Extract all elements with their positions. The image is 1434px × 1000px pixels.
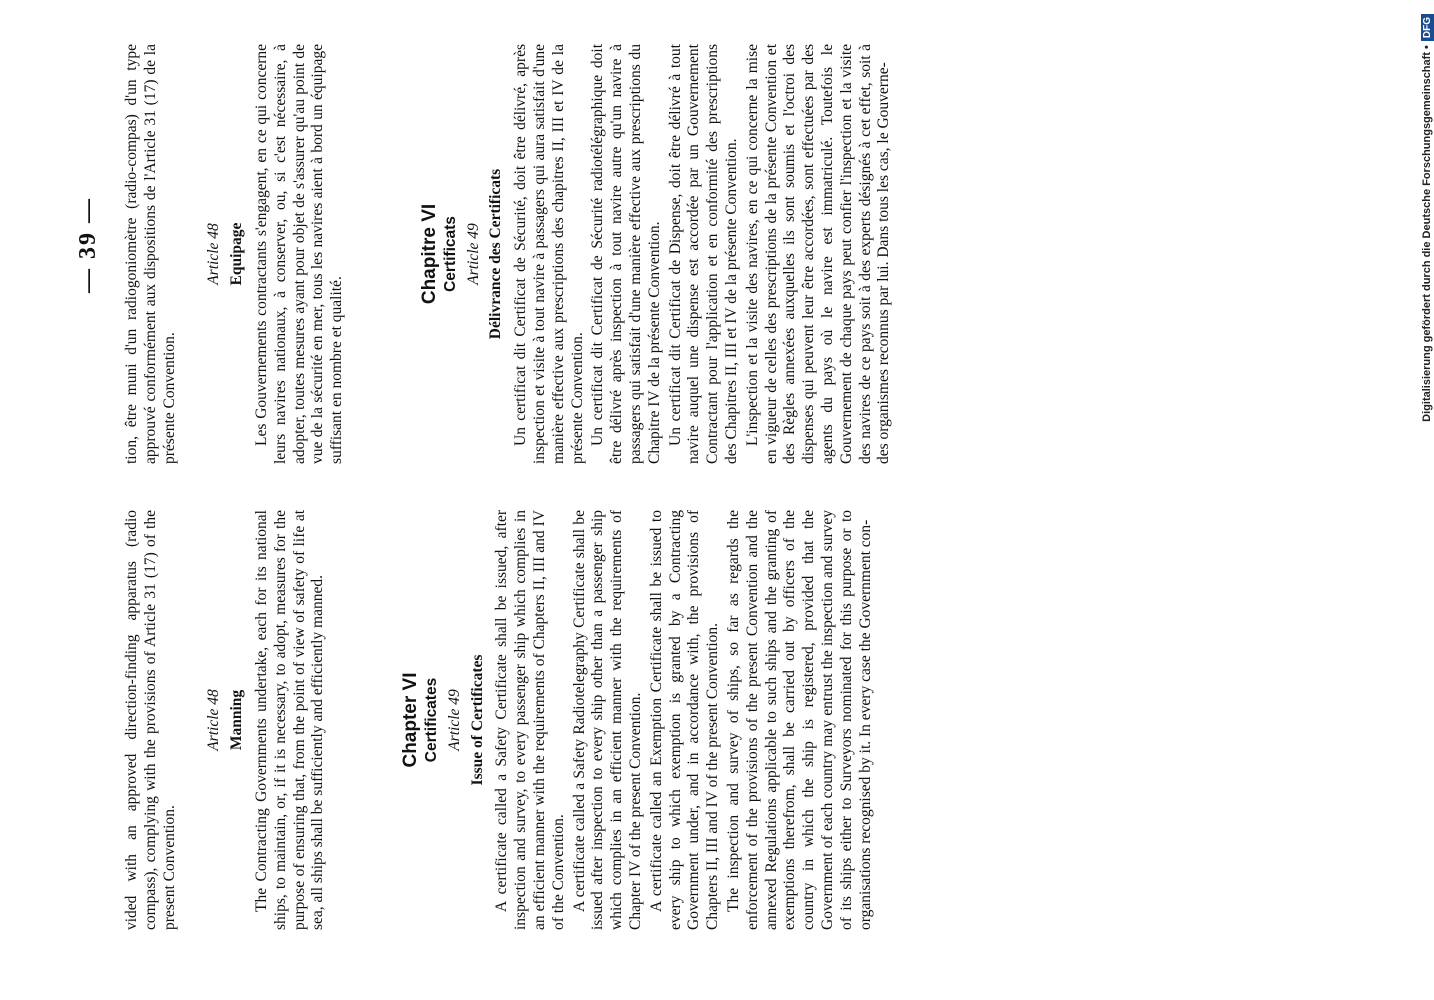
dfg-logo-badge: DFG [1421, 14, 1434, 41]
digitization-credit [1420, 14, 1434, 994]
french-paragraph-5: Un certificat dit Certificat de Dispense, doit être délivré à tout navire auquel une dispense est accordée par un Gouvernement Contractant pour l'application et en conformité des prescriptions des Chapitres II, III et IV de la présente Convention. [666, 44, 740, 464]
french-chapter-title: Certificats [441, 216, 459, 292]
document-page [55, 0, 915, 930]
french-article-49-title: Délivrance des Certificats [487, 168, 505, 340]
french-paragraph-1: tion, être muni d'un radiogoniomètre (radio-compas) d'un type approuvé conformément aux dispositions de l'Article 31 (17) de la présente Convention. [123, 44, 178, 464]
french-chapter-heading: Chapitre VI [418, 203, 440, 305]
credit-text: Digitalisierung gefördert durch die Deutsche Forschungsgemeinschaft • [1421, 45, 1433, 422]
french-article-48-title: Equipage [228, 222, 246, 286]
french-paragraph-6: L'inspection et la visite des navires, en ce qui concerne la mise en vigueur de celles des prescriptions de la présente Convention et des Règles annexées auxquelles ils sont soumis et l'octroi des dispenses qui peuvent leur être accordées, sont effectuées par des agents du pays où le navire est immatriculé. Toutefois le Gouvernement de chaque pays peut confier l'inspection et la visite des navires de ce pays soit à des experts désignés à cet effet, soit à des organismes reconnus par lui. Dans tous les cas, le Gouverne- [743, 44, 893, 464]
english-column [123, 510, 877, 930]
english-article-48-heading: Article 48 [205, 689, 223, 751]
english-chapter-title: Certificates [422, 677, 440, 763]
page-number: — 39 — [75, 197, 101, 293]
french-paragraph-3: Un certificat dit Certificat de Sécurité, doit être délivré, après inspection et visite à tout navire à passagers qui aura satisfait d'une manière effective aux prescriptions des chapitres II, III et IV de la présente Convention. [512, 44, 586, 464]
english-article-48-title: Manning [228, 689, 246, 751]
english-paragraph-4: A certificate called a Safety Radiotelegraphy Certificate shall be issued after inspection to every ship other than a passenger ship which complies in an efficient manner with the requirements of Chapter IV of the present Convention. [570, 510, 644, 930]
french-paragraph-4: Un certificat dit Certificat de Sécurité radiotélégraphique doit être délivré après inspection à tout navire autre qu'un navire à passagers qui satisfait d'une manière effective aux prescriptions du Chapitre IV de la présente Convention. [589, 44, 663, 464]
english-article-49-title: Issue of Certificates [468, 654, 486, 786]
english-paragraph-5: A certificate called an Exemption Certificate shall be issued to every ship to which exemption is granted by a Contracting Government under, and in accordance with, the provisions of Chapters II, III and IV of the present Convention. [647, 510, 722, 930]
english-paragraph-1: vided with an approved direction-finding apparatus (radio compass), complying with the provisions of Article 31 (17) of the present Convention. [123, 510, 178, 930]
english-article-49-heading: Article 49 [445, 689, 463, 751]
french-article-49-heading: Article 49 [464, 223, 482, 285]
french-article-48-heading: Article 48 [205, 223, 223, 285]
english-paragraph-6: The inspection and survey of ships, so far as regards the enforcement of the provisions of the present Convention and the annexed Regulations applicable to such ships and the granting of exemptions therefrom, shall be carried out by officers of the country in which the ship is registered, provided that the Government of each country may entrust the inspection and survey of its ships either to Surveyors nominated for this purpose or to organisations recognised by it. In every case the Government con- [724, 510, 874, 930]
french-column [123, 44, 896, 464]
french-paragraph-2: Les Gouvernements contractants s'engagent, en ce qui concerne leurs navires nationaux, à conserver, ou, si c'est nécessaire, à adopter, toutes mesures ayant pour objet de s'assurer qu'au point de vue de la sécurité en mer, tous les navires aient à bord un équipage suffisant en nombre et qualité. [252, 44, 346, 464]
english-chapter-heading: Chapter VI [400, 672, 422, 768]
english-paragraph-2: The Contracting Governments undertake, each for its national ships, to maintain, or, if it is necessary, to adopt, measures for the purpose of ensuring that, from the point of view of safety of life at sea, all ships shall be sufficiently and efficiently manned. [252, 510, 327, 930]
english-paragraph-3: A certificate called a Safety Certificate shall be issued, after inspection and survey, to every passenger ship which complies in an efficient manner with the requirements of Chapters II, III and IV of the Convention. [493, 510, 567, 930]
